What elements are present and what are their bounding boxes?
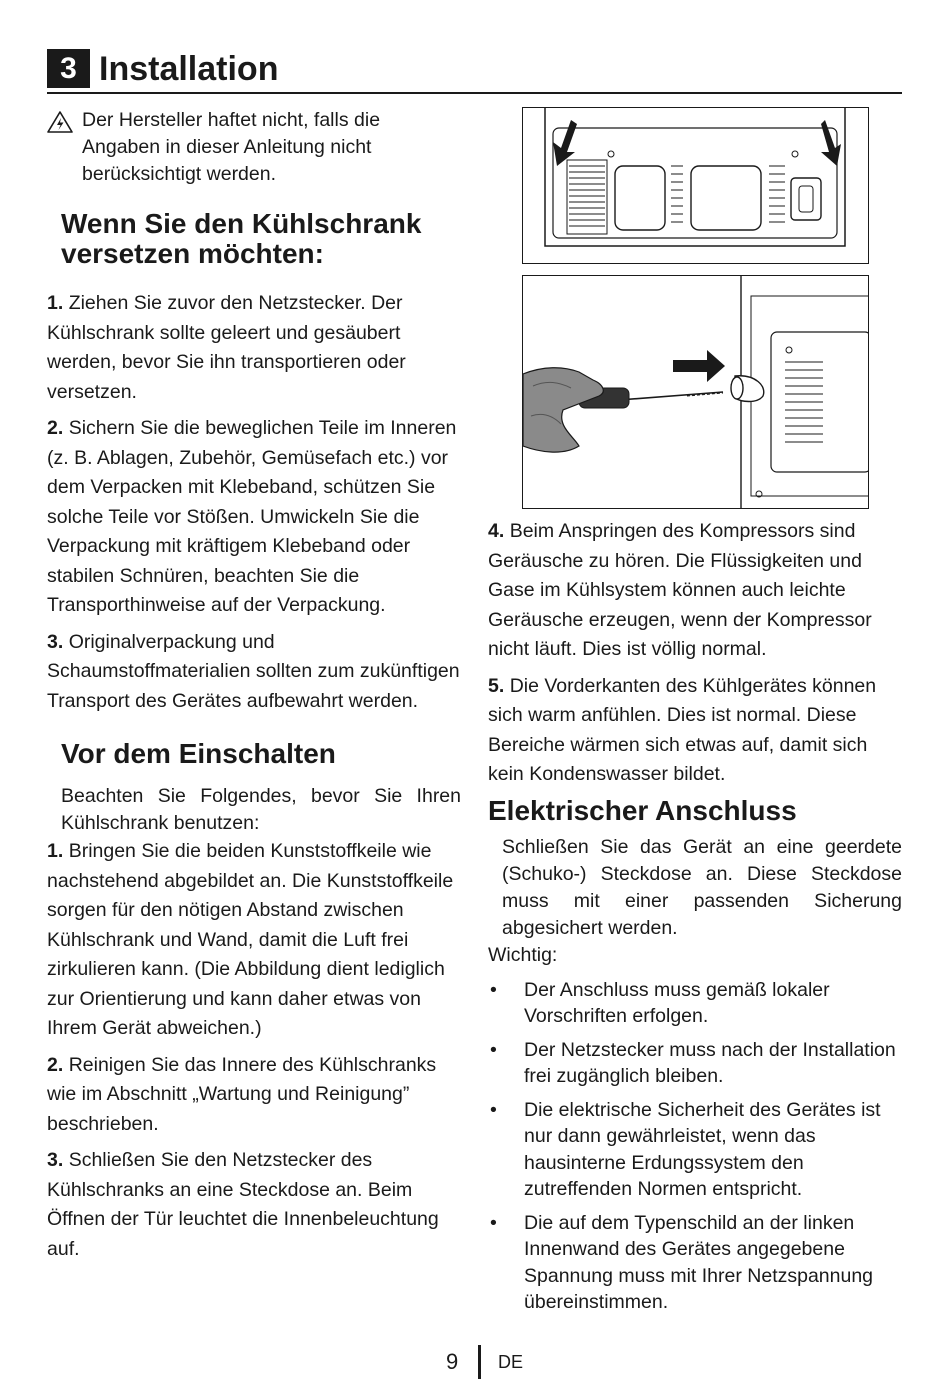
item-number: 2. [47,1053,64,1076]
bullet-item: • Der Netzstecker muss nach der Installation frei zugänglich bleiben. [488,1037,902,1090]
before-item-5 [488,672,902,790]
right-column [488,517,902,1316]
item-number: 3. [47,1149,64,1171]
item-text: Schließen Sie den Netzstecker des Kühlschranks an eine Steckdose an. Beim Öffnen der Tür leuchtet die Innenbeleuchtung auf. [47,1149,439,1260]
fridge-back-illustration [523,108,868,263]
before-item-3 [47,1146,461,1264]
move-list [47,289,461,716]
before-intro: Beachten Sie Folgendes, bevor Sie Ihren Kühlschrank benutzen: [61,785,461,834]
wedge-mount-illustration [523,276,868,508]
chapter-header [47,48,902,94]
move-item-1 [47,289,461,407]
item-text: Reinigen Sie das Innere des Kühlschranks wie im Abschnitt „Wartung und Reinigung” beschrieben. [47,1053,437,1135]
left-column [47,104,461,1264]
before-list [47,837,461,1264]
move-item-2 [47,414,461,621]
bullet-item: • Die auf dem Typenschild an der linken Innenwand des Gerätes angegebene Spannung muss mit Ihrer Netzspannung übereinstimmen. [488,1210,902,1316]
item-text: Die Vorderkanten des Kühlgerätes können sich warm anfühlen. Dies ist normal. Diese Bereiche wärmen sich etwas auf, damit sich kein Kondenswasser bildet. [488,674,877,785]
item-number: 1. [47,292,64,314]
item-number: 3. [47,630,64,653]
bullet-item: • Der Anschluss muss gemäß lokaler Vorschriften erfolgen. [488,977,902,1030]
item-number: 5. [488,674,505,697]
figure-back-wedges [522,107,869,264]
before-item-2 [47,1051,461,1140]
item-number: 1. [47,840,64,862]
before-item-4 [488,517,902,665]
item-text: Ziehen Sie zuvor den Netzstecker. Der Kühlschrank sollte geleert und gesäubert werden, bevor Sie ihn transportieren oder versetzen. [47,292,406,403]
item-text: Sichern Sie die beweglichen Teile im Inneren (z. B. Ablagen, Zubehör, Gemüsefach etc.) vor dem Verpacken mit Klebeband, schützen Sie solche Teile vor Stößen. Umwickeln Sie die Verpackung mit kräftigem Klebeband oder stabilen Schnüren, beachten Sie die Transporthinweise auf der Verpackung. [47,417,457,616]
chapter-title: Installation [99,50,279,88]
item-text: Bringen Sie die beiden Kunststoffkeile wie nachstehend abgebildet an. Die Kunststoffkeile sorgen für den nötigen Abstand zwischen Kühlschrank und Wand, damit die Luft frei zirkulieren kann. (Die Abbildung dient lediglich zur Orientierung und kann daher etwas von Ihrem Gerät abweichen.) [47,840,454,1039]
heading-electric: Elektrischer Anschluss [488,794,797,826]
figure-wedge-mount [522,275,869,509]
page-number: 9 [446,1349,459,1374]
warning-note [47,107,461,188]
item-number: 2. [47,417,64,439]
electric-bullets [488,977,902,1316]
warning-icon [47,111,73,133]
move-item-3 [47,628,461,717]
electric-intro: Schließen Sie das Gerät an eine geerdete (Schuko-) Steckdose an. Diese Steckdose muss mit einer passenden Sicherung abgesichert werden. [502,835,902,939]
item-text: Beim Anspringen des Kompressors sind Geräusche zu hören. Die Flüssigkeiten und Gase im Kühlsystem können auch leichte Geräusche erzeugen, wenn der Kompressor nicht läuft. Dies ist völlig normal. [488,520,872,660]
chapter-number: 3 [47,49,90,88]
heading-move: Wenn Sie den Kühlschrank versetzen möchten: [61,208,422,269]
before-item-1 [47,837,461,1044]
warning-text: Der Hersteller haftet nicht, falls die Angaben in dieser Anleitung nicht berücksichtigt werden. [82,109,381,185]
important-label: Wichtig: [488,943,558,966]
before-list-continued [488,517,902,790]
language-code: DE [498,1352,524,1372]
bullet-item: • Die elektrische Sicherheit des Gerätes ist nur dann gewährleistet, wenn das hausinterne Erdungssystem den zutreffenden Normen entspricht. [488,1097,902,1203]
item-text: Originalverpackung und Schaumstoffmaterialien sollten zum zukünftigen Transport des Gerätes aufbewahrt werden. [47,630,460,712]
heading-before: Vor dem Einschalten [61,738,336,769]
footer-divider [478,1345,481,1379]
item-number: 4. [488,520,505,542]
